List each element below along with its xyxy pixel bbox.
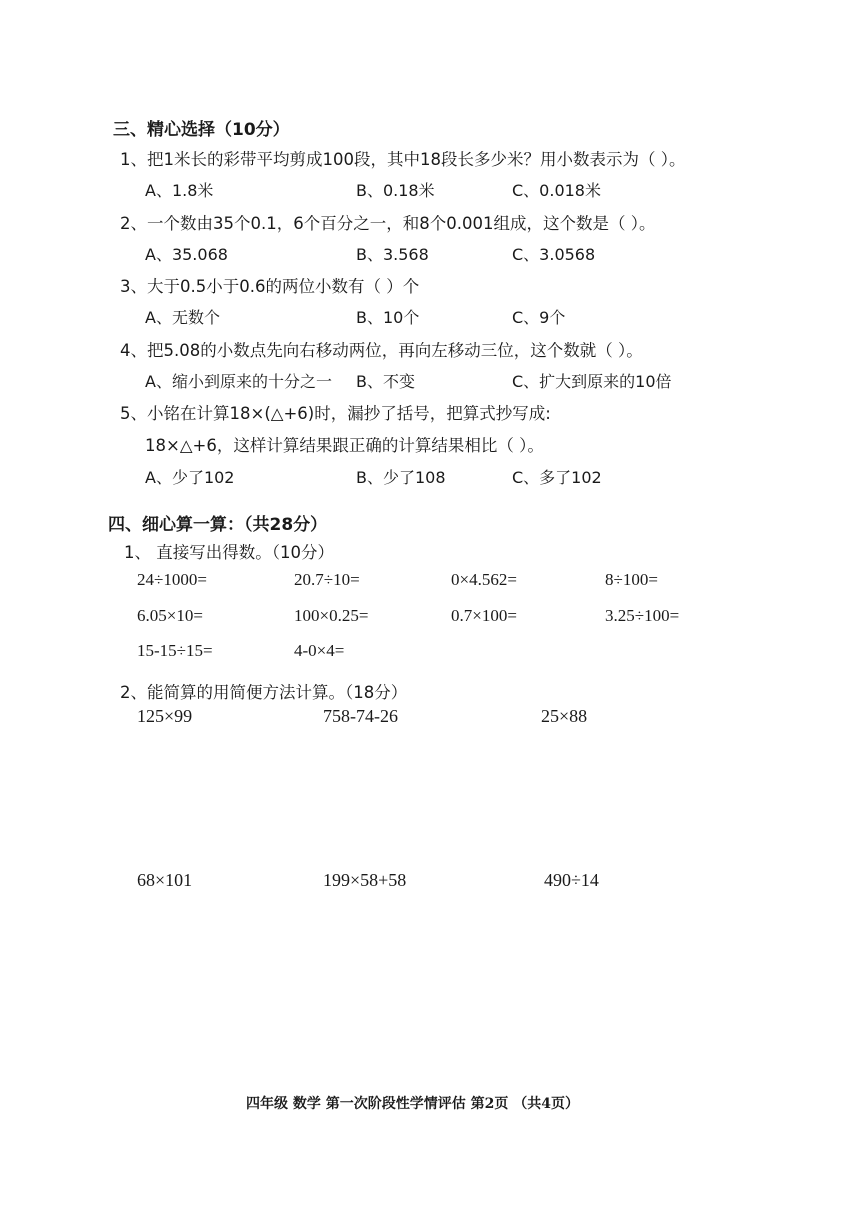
q4-option-b: B、不变	[356, 372, 415, 391]
direct-calc-5: 6.05×10=	[137, 606, 203, 625]
section3-title: 三、精心选择（10分）	[113, 120, 290, 140]
question-4: 4、把5.08的小数点先向右移动两位，再向左移动三位，这个数就（ ）。	[120, 341, 643, 360]
q2-option-b: B、3.568	[356, 245, 429, 264]
q3-option-b: B、10个	[356, 308, 420, 327]
direct-calc-9: 15-15÷15=	[137, 641, 213, 660]
q4-option-c: C、扩大到原来的10倍	[512, 372, 672, 391]
direct-calc-10: 4-0×4=	[294, 641, 345, 660]
question-5-line2: 18×△+6，这样计算结果跟正确的计算结果相比（ ）。	[145, 436, 544, 455]
direct-calc-2: 20.7÷10=	[294, 570, 360, 589]
simplify-calc-6: 490÷14	[544, 870, 599, 890]
question-5: 5、小铭在计算18×(△+6)时，漏抄了括号，把算式抄写成:	[120, 404, 551, 423]
section4-part2-title: 2、能简算的用简便方法计算。（18分）	[120, 683, 408, 702]
section4-part1-title: 1、 直接写出得数。（10分）	[124, 543, 334, 562]
direct-calc-3: 0×4.562=	[451, 570, 517, 589]
q4-option-a: A、缩小到原来的十分之一	[145, 372, 332, 391]
simplify-calc-1: 125×99	[137, 706, 193, 726]
q3-option-a: A、无数个	[145, 308, 220, 327]
q5-option-c: C、多了102	[512, 468, 602, 487]
direct-calc-8: 3.25÷100=	[605, 606, 680, 625]
q1-option-a: A、1.8米	[145, 181, 214, 200]
direct-calc-1: 24÷1000=	[137, 570, 207, 589]
q5-option-b: B、少了108	[356, 468, 446, 487]
question-1: 1、把1米长的彩带平均剪成100段，其中18段长多少米？用小数表示为（ ）。	[120, 150, 686, 169]
q1-option-c: C、0.018米	[512, 181, 601, 200]
simplify-calc-4: 68×101	[137, 870, 193, 890]
q2-option-a: A、35.068	[145, 245, 228, 264]
direct-calc-6: 100×0.25=	[294, 606, 369, 625]
direct-calc-4: 8÷100=	[605, 570, 658, 589]
page-footer: 四年级 数学 第一次阶段性学情评估 第2页 （共4页）	[246, 1096, 579, 1112]
q1-option-b: B、0.18米	[356, 181, 435, 200]
question-2: 2、一个数由35个0.1，6个百分之一，和8个0.001组成，这个数是（ ）。	[120, 214, 656, 233]
q2-option-c: C、3.0568	[512, 245, 596, 264]
q3-option-c: C、9个	[512, 308, 566, 327]
question-3: 3、大于0.5小于0.6的两位小数有（ ）个	[120, 277, 420, 296]
simplify-calc-3: 25×88	[541, 706, 588, 726]
simplify-calc-5: 199×58+58	[323, 870, 407, 890]
simplify-calc-2: 758-74-26	[323, 706, 398, 726]
section4-title: 四、细心算一算：（共28分）	[108, 515, 328, 535]
q5-option-a: A、少了102	[145, 468, 235, 487]
direct-calc-7: 0.7×100=	[451, 606, 517, 625]
